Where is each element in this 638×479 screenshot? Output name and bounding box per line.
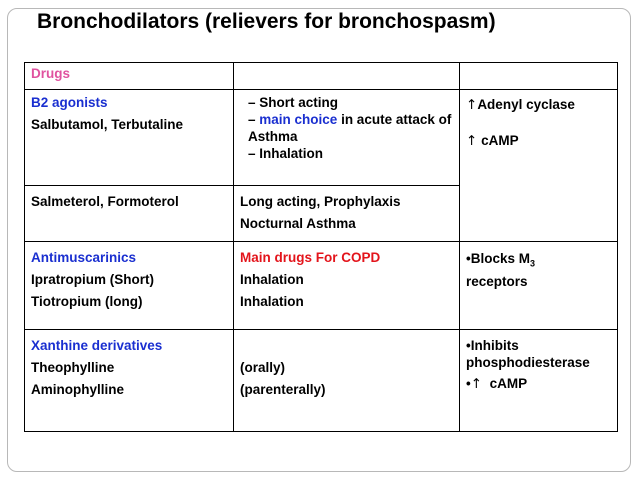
camp-line: ↑ cAMP bbox=[466, 133, 519, 149]
header-col3-cell bbox=[460, 63, 618, 90]
up-arrow-icon: ↑ bbox=[470, 376, 483, 392]
b2-mechanism-cell bbox=[460, 90, 618, 242]
camp-increase-line: •↑ cAMP bbox=[466, 376, 528, 392]
inhalation-text: Inhalation bbox=[240, 294, 304, 309]
tiotropium: Tiotropium (long) bbox=[31, 294, 143, 309]
table-row bbox=[25, 63, 618, 90]
b2-long-use-cell bbox=[234, 186, 460, 242]
antimuscarinic-class-name: Antimuscarinics bbox=[31, 250, 137, 265]
antimuscarinic-drug-cell bbox=[25, 242, 234, 330]
copd-text: Main drugs For COPD bbox=[240, 250, 381, 265]
main-choice-item: – main choice in acute attack of Asthma bbox=[248, 112, 452, 144]
b2-class-name: B2 agonists bbox=[31, 95, 108, 110]
slide-title: Bronchodilators (relievers for bronchospasm) bbox=[37, 10, 496, 33]
nocturnal-text: Nocturnal Asthma bbox=[240, 216, 356, 231]
table-row bbox=[25, 90, 618, 186]
aminophylline: Aminophylline bbox=[31, 382, 125, 397]
xanthine-class-name: Xanthine derivatives bbox=[31, 338, 163, 353]
antimuscarinic-use-cell bbox=[234, 242, 460, 330]
b2-long-drugs: Salmeterol, Formoterol bbox=[31, 194, 179, 209]
b2-drug-cell bbox=[25, 90, 234, 186]
xanthine-route-cell bbox=[234, 330, 460, 432]
header-drugs-cell bbox=[25, 63, 234, 90]
inhalation-text: Inhalation bbox=[240, 272, 304, 287]
b2-long-drug-cell bbox=[25, 186, 234, 242]
up-arrow-icon: ↑ bbox=[466, 97, 478, 113]
short-acting-item: – Short acting bbox=[248, 95, 339, 110]
inhalation-item: – Inhalation bbox=[248, 146, 324, 161]
phosphodiesterase-text: •Inhibits phosphodiesterase bbox=[466, 338, 590, 370]
drug-table bbox=[24, 62, 618, 432]
xanthine-drug-cell bbox=[25, 330, 234, 432]
header-drugs: Drugs bbox=[31, 66, 71, 81]
long-acting-text: Long acting, Prophylaxis bbox=[240, 194, 401, 209]
theophylline: Theophylline bbox=[31, 360, 115, 375]
parenterally-text: (parenterally) bbox=[240, 382, 326, 397]
orally-text: (orally) bbox=[240, 360, 286, 375]
ipratropium: Ipratropium (Short) bbox=[31, 272, 154, 287]
xanthine-mechanism-cell bbox=[460, 330, 618, 432]
table-row bbox=[25, 242, 618, 330]
blocks-m3-text: •Blocks $M_3$ receptors bbox=[466, 251, 536, 289]
table-row bbox=[25, 330, 618, 432]
adenyl-cyclase-line: ↑Adenyl cyclase bbox=[466, 97, 575, 113]
up-arrow-icon: ↑ bbox=[466, 133, 478, 149]
b2-short-drugs: Salbutamol, Terbutaline bbox=[31, 117, 184, 132]
antimuscarinic-mechanism-cell bbox=[460, 242, 618, 330]
b2-use-cell bbox=[234, 90, 460, 186]
header-col2-cell bbox=[234, 63, 460, 90]
